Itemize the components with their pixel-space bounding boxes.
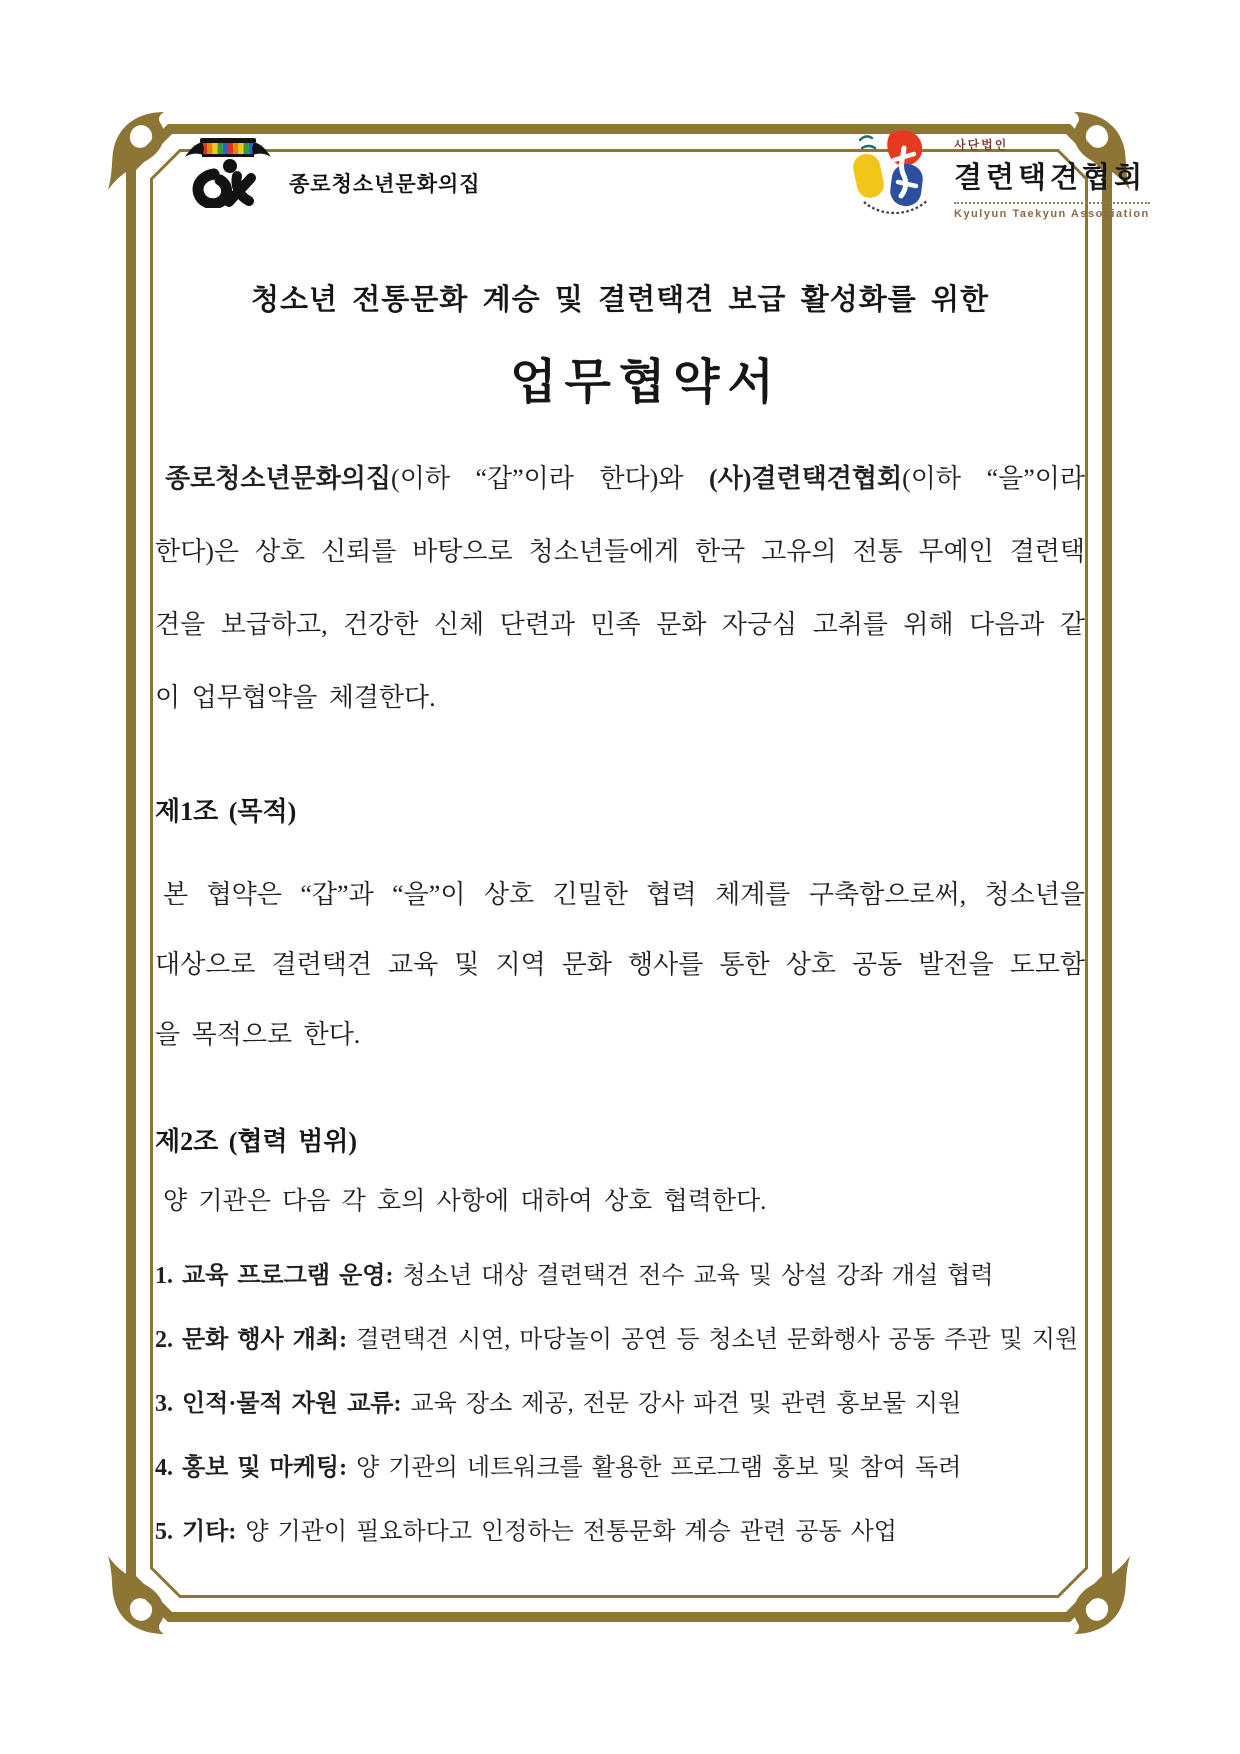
jongno-youth-culture-center-logo	[183, 134, 481, 208]
list-item	[155, 1372, 1085, 1436]
text-segment: 한다)은 상호 신뢰를 바탕으로 청소년들에게 한국 고유의 전통 무예인 결련택	[155, 537, 1085, 566]
article2-item-list	[155, 1244, 1085, 1564]
list-item	[155, 1436, 1085, 1500]
list-item	[155, 1308, 1085, 1372]
paragraph-line	[155, 442, 1085, 515]
text-segment: (이하 “을”이라	[902, 464, 1085, 493]
list-item-text: 교육 장소 제공, 전문 강사 파견 및 관련 홍보물 지원	[410, 1391, 962, 1417]
list-item-number: 5.	[155, 1519, 182, 1545]
association-name: 결련택견협회	[954, 162, 1147, 194]
list-item-text: 청소년 대상 결련택견 전수 교육 및 상설 강좌 개설 협력	[402, 1263, 994, 1289]
text-segment: (이하 “갑”이라 한다)와	[391, 464, 709, 493]
association-org-type: 사단법인	[954, 138, 1009, 152]
jongno-logo-label: 종로청소년문화의집	[289, 173, 481, 196]
document-title: 업무협약서	[510, 356, 782, 409]
list-item-number: 1.	[155, 1263, 182, 1289]
article2-heading: 제2조 (협력 범위)	[155, 1127, 358, 1156]
paragraph-line	[155, 515, 1085, 588]
taekyun-association-logo	[846, 124, 1150, 224]
association-divider	[954, 202, 1150, 204]
list-item	[155, 1244, 1085, 1308]
intro-paragraph	[155, 442, 1085, 734]
list-item-label: 문화 행사 개최:	[182, 1327, 357, 1353]
corner-ornament-top-left	[108, 112, 164, 190]
list-item-number: 4.	[155, 1455, 182, 1481]
taekyun-emblem-icon	[846, 124, 946, 224]
emblem-script-mark	[860, 136, 875, 148]
list-item-label: 기타:	[182, 1519, 246, 1545]
corner-ornament-bottom-left	[108, 1556, 164, 1634]
text-segment: 이 업무협약을 체결한다.	[155, 683, 436, 712]
document-subtitle: 청소년 전통문화 계승 및 결련택견 보급 활성화를 위한	[250, 284, 990, 316]
list-item-text: 양 기관이 필요하다고 인정하는 전통문화 계승 관련 공동 사업	[245, 1519, 897, 1545]
list-item-text: 양 기관의 네트워크를 활용한 프로그램 홍보 및 참여 독려	[356, 1455, 962, 1481]
text-segment: 견을 보급하고, 건강한 신체 단련과 민족 문화 자긍심 고취를 위해 다음과 같	[155, 610, 1085, 639]
paragraph-line: 본 협약은 “갑”과 “을”이 상호 긴밀한 협력 체계를 구축함으로써, 청소년을	[163, 880, 1085, 909]
article2-lead: 양 기관은 다음 각 호의 사항에 대하여 상호 협력한다.	[163, 1188, 767, 1215]
paragraph-line	[155, 588, 1085, 661]
list-item-label: 인적·물적 자원 교류:	[182, 1391, 411, 1417]
list-item-number: 2.	[155, 1327, 182, 1353]
list-item-number: 3.	[155, 1391, 182, 1417]
list-item-label: 홍보 및 마케팅:	[182, 1455, 357, 1481]
jongno-logo-icon	[183, 134, 275, 208]
paragraph-line: 대상으로 결련택견 교육 및 지역 문화 행사를 통한 상호 공동 발전을 도모함	[155, 950, 1085, 979]
corner-ornament-bottom-right	[1074, 1556, 1130, 1634]
paragraph-line	[155, 661, 1085, 734]
association-english-name: Kyulyun Taekyun Association	[954, 208, 1150, 220]
paragraph-line: 을 목적으로 한다.	[155, 1020, 361, 1049]
article1-body	[155, 860, 1085, 1070]
bold-text-segment: (사)결련택견협회	[709, 464, 903, 493]
list-item-text: 결련택견 시연, 마당놀이 공연 등 청소년 문화행사 공동 주관 및 지원	[356, 1327, 1079, 1353]
bold-text-segment: 종로청소년문화의집	[165, 464, 392, 493]
article1-heading: 제1조 (목적)	[155, 797, 297, 826]
list-item-label: 교육 프로그램 운영:	[182, 1263, 403, 1289]
list-item	[155, 1500, 1085, 1564]
